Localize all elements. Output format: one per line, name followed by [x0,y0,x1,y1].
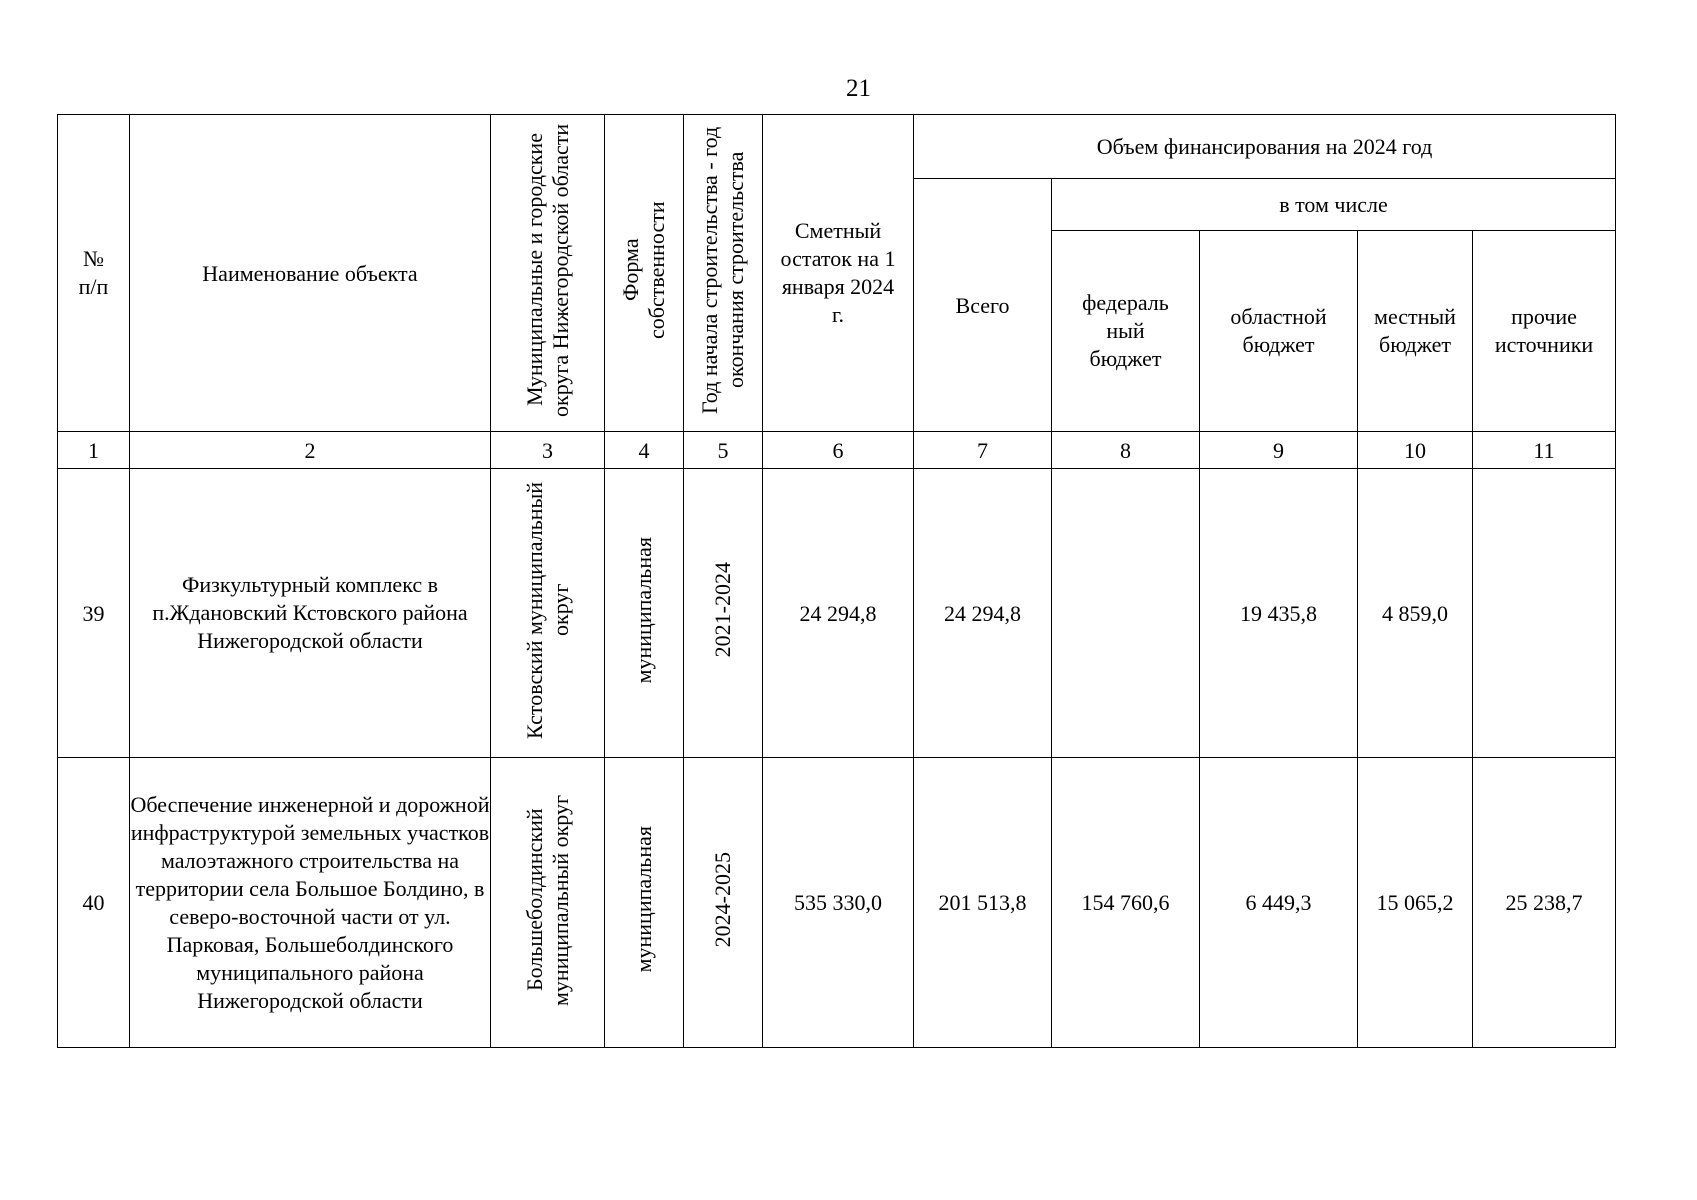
row-total: 24 294,8 [914,469,1052,758]
row-regional: 19 435,8 [1200,469,1358,758]
row-num: 40 [58,758,130,1048]
table-row [58,758,1616,1048]
row-estimate: 24 294,8 [763,469,914,758]
row-federal: 154 760,6 [1052,758,1200,1048]
row-name: Обеспечение инженерной и дорожной инфраструктурой земельных участков малоэтажного строительства на территории села Большое Болдино, в северо-восточной части от ул. Парковая, Большеболдинского муниципального района Нижегородской области [130,758,491,1048]
column-number: 3 [491,432,605,469]
row-years: 2024-2025 [684,758,763,1048]
row-ownership: муниципальная [605,758,684,1048]
row-estimate: 535 330,0 [763,758,914,1048]
row-federal [1052,469,1200,758]
column-number: 7 [914,432,1052,469]
column-number: 8 [1052,432,1200,469]
header-total: Всего [914,179,1052,432]
row-local: 4 859,0 [1358,469,1473,758]
header-ownership: Форма собственности [605,115,684,432]
header-estimate: Сметный остаток на 1 января 2024 г. [763,115,914,432]
row-district: Большеболдинский муниципальный округ [491,758,605,1048]
header-years: Год начала строительства - год окончания строительства [684,115,763,432]
column-number: 2 [130,432,491,469]
row-other: 25 238,7 [1473,758,1616,1048]
row-regional: 6 449,3 [1200,758,1358,1048]
column-number: 6 [763,432,914,469]
table-row [58,469,1616,758]
header-including: в том числе [1052,179,1616,231]
row-ownership: муниципальная [605,469,684,758]
row-local: 15 065,2 [1358,758,1473,1048]
header-other: прочие источники [1473,231,1616,432]
column-number: 4 [605,432,684,469]
column-number-row [58,432,1616,469]
header-local: местный бюджет [1358,231,1473,432]
financing-table [57,114,1616,1048]
header-federal: федераль ный бюджет [1052,231,1200,432]
header-funding-title: Объем финансирования на 2024 год [914,115,1616,179]
row-total: 201 513,8 [914,758,1052,1048]
column-number: 10 [1358,432,1473,469]
row-other [1473,469,1616,758]
column-number: 5 [684,432,763,469]
column-number: 11 [1473,432,1616,469]
row-name: Физкультурный комплекс в п.Ждановский Кстовского района Нижегородской области [130,469,491,758]
row-years: 2021-2024 [684,469,763,758]
row-num: 39 [58,469,130,758]
header-regional: областной бюджет [1200,231,1358,432]
header-name: Наименование объекта [130,115,491,432]
header-num: № п/п [58,115,130,432]
header-district: Муниципальные и городские округа Нижегородской области [491,115,605,432]
column-number: 1 [58,432,130,469]
row-district: Кстовский муниципальный округ [491,469,605,758]
header-row-1 [58,115,1616,179]
page-number: 21 [846,75,871,102]
column-number: 9 [1200,432,1358,469]
